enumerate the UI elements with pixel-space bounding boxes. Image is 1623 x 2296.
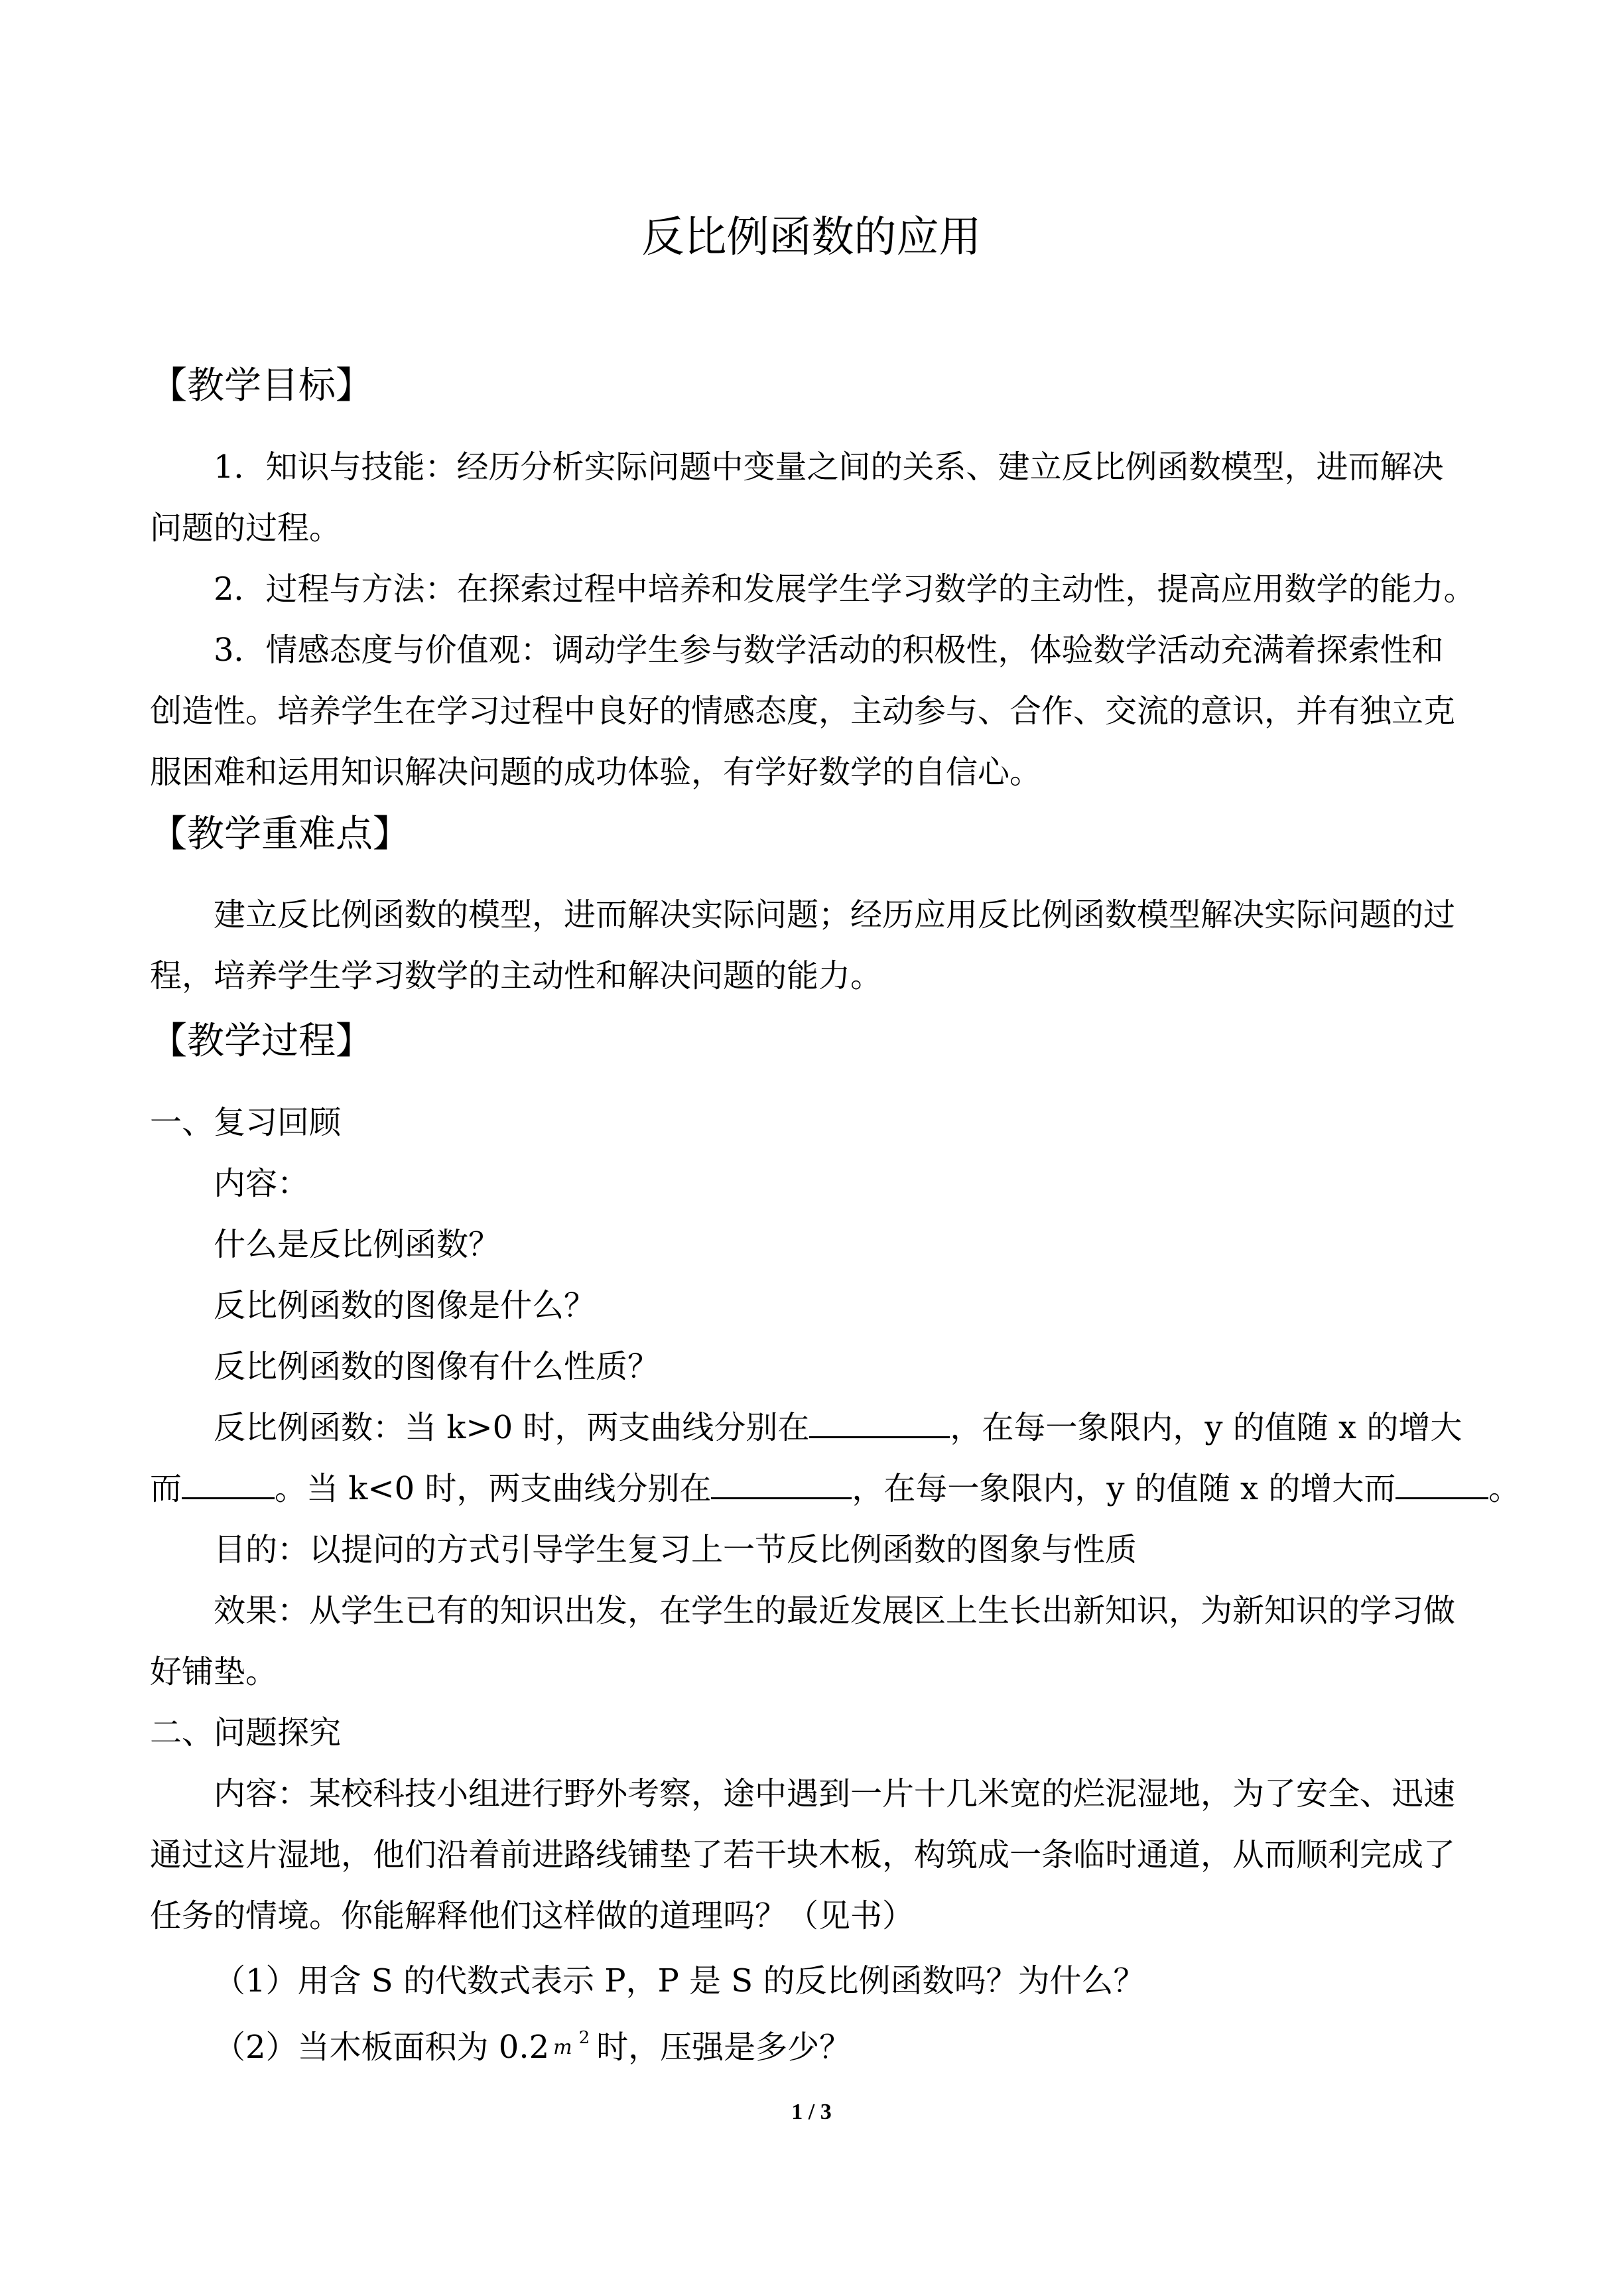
fill-blank-line-2 [150, 1469, 1520, 1509]
part2-question-1: （1）用含 S 的代数式表示 P，P 是 S 的反比例函数吗？为什么？ [214, 1962, 1145, 1999]
part1-content-label: 内容： [214, 1165, 310, 1202]
key-points-heading: 【教学重难点】 [150, 813, 410, 856]
answer-blank-4[interactable] [1396, 1472, 1488, 1499]
question-2-text-b: 时，压强是多少？ [596, 2029, 852, 2066]
answer-blank-3[interactable] [711, 1472, 852, 1499]
part2-question-2 [214, 2027, 851, 2072]
fill-text-c: 而 [150, 1470, 182, 1507]
part1-effect-line-1: 效果：从学生已有的知识出发，在学生的最近发展区上生长出新知识，为新知识的学习做 [214, 1592, 1456, 1629]
review-question-1: 什么是反比例函数？ [214, 1226, 501, 1263]
objective-3-line-3: 服困难和运用知识解决问题的成功体验，有学好数学的自信心。 [150, 754, 1042, 791]
part1-heading: 一、复习回顾 [150, 1104, 342, 1141]
answer-blank-2[interactable] [182, 1472, 275, 1499]
fill-text-a: 反比例函数：当 k>0 时，两支曲线分别在 [214, 1409, 810, 1446]
fill-text-e: ，在每一象限内，y 的值随 x 的增大而 [852, 1470, 1396, 1507]
page-number: 1 / 3 [791, 2100, 832, 2124]
page-title: 反比例函数的应用 [641, 213, 982, 262]
part2-heading: 二、问题探究 [150, 1714, 342, 1751]
fill-blank-line-1 [214, 1408, 1462, 1448]
part1-effect-line-2: 好铺垫。 [150, 1653, 278, 1690]
review-question-2: 反比例函数的图像是什么？ [214, 1287, 596, 1324]
objective-3-line-1: 3．情感态度与价值观：调动学生参与数学活动的积极性，体验数学活动充满着探索性和 [214, 632, 1444, 669]
objective-1-line-1: 1．知识与技能：经历分析实际问题中变量之间的关系、建立反比例函数模型，进而解决 [214, 448, 1444, 486]
fill-text-d: 。当 k<0 时，两支曲线分别在 [275, 1470, 712, 1507]
part2-content-line-3: 任务的情境。你能解释他们这样做的道理吗？（见书） [150, 1897, 915, 1934]
answer-blank-1[interactable] [809, 1411, 950, 1438]
objective-2-line-1: 2．过程与方法：在探索过程中培养和发展学生学习数学的主动性，提高应用数学的能力。 [214, 571, 1476, 608]
objectives-heading: 【教学目标】 [150, 364, 373, 407]
fill-text-b: ，在每一象限内，y 的值随 x 的增大 [950, 1409, 1462, 1446]
part2-content-line-2: 通过这片湿地，他们沿着前进路线铺垫了若干块木板，构筑成一条临时通道，从而顺利完成了 [150, 1836, 1456, 1873]
key-points-line-2: 程，培养学生学习数学的主动性和解决问题的能力。 [150, 957, 883, 994]
unit-m-symbol: m [553, 2036, 572, 2059]
part1-purpose: 目的：以提问的方式引导学生复习上一节反比例函数的图象与性质 [214, 1531, 1137, 1568]
process-heading: 【教学过程】 [150, 1020, 373, 1063]
fill-text-f: 。 [1488, 1470, 1521, 1507]
objective-1-line-2: 问题的过程。 [150, 509, 342, 547]
key-points-line-1: 建立反比例函数的模型，进而解决实际问题；经历应用反比例函数模型解决实际问题的过 [214, 896, 1456, 933]
part2-content-line-1: 内容：某校科技小组进行野外考察，途中遇到一片十几米宽的烂泥湿地，为了安全、迅速 [214, 1775, 1456, 1812]
objective-3-line-2: 创造性。培养学生在学习过程中良好的情感态度，主动参与、合作、交流的意识，并有独立克 [150, 693, 1456, 730]
review-question-3: 反比例函数的图像有什么性质？ [214, 1348, 660, 1385]
question-2-text-a: （2）当木板面积为 0.2 [214, 2029, 550, 2066]
unit-exponent: 2 [578, 2028, 590, 2048]
